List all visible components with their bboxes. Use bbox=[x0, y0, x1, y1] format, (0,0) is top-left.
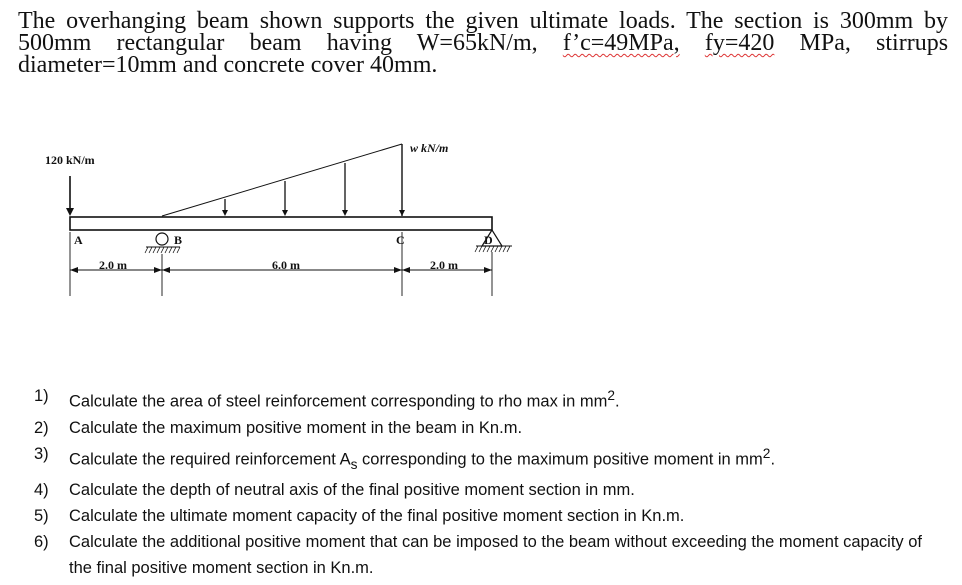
point-label-d: D bbox=[484, 233, 493, 247]
roller-support-b bbox=[156, 233, 168, 245]
point-label-c: C bbox=[396, 233, 405, 247]
question-item: 4) Calculate the depth of neutral axis of the final positive moment section in mm. bbox=[34, 481, 635, 500]
ground-hatch-b bbox=[145, 247, 180, 253]
problem-text-2: MPa, stirrups diameter=10mm and concrete cover 40mm. bbox=[18, 30, 949, 78]
beam-diagram bbox=[0, 120, 962, 320]
problem-statement bbox=[18, 10, 948, 76]
span-label-ab: 2.0 m bbox=[99, 258, 127, 272]
fy-value: fy=420 bbox=[704, 30, 775, 56]
question-item: 3) Calculate the required reinforcement $A_s$ corresponding to the maximum positive moment in $mm^2$. bbox=[34, 444, 776, 472]
point-load-label: 120 kN/m bbox=[45, 153, 95, 167]
question-item: 1) Calculate the area of steel reinforcement corresponding to rho max in $mm^2$. bbox=[34, 387, 620, 411]
question-item: 5) Calculate the ultimate moment capacity of the final positive moment section in Kn.m. bbox=[34, 507, 685, 526]
distributed-load-label: w kN/m bbox=[410, 141, 449, 155]
question-list bbox=[34, 383, 934, 581]
point-label-b: B bbox=[174, 233, 183, 247]
beam bbox=[70, 217, 492, 230]
point-label-a: A bbox=[74, 233, 83, 247]
fc-value: f’c=49MPa, bbox=[562, 30, 680, 56]
question-item: 2) Calculate the maximum positive moment in the beam in Kn.m. bbox=[34, 418, 523, 437]
problem-text-1: The overhanging beam shown supports the given ultimate loads. The section is 300mm by 500mm rectangular beam having W=65kN/m, bbox=[18, 8, 948, 56]
triangular-load-line bbox=[162, 144, 402, 216]
question-item: 6) Calculate the additional positive moment that can be imposed to the beam without exceeding the moment capacity of the final positive moment section in Kn.m. bbox=[34, 533, 922, 578]
point-load-arrowhead bbox=[66, 208, 74, 216]
span-label-cd: 2.0 m bbox=[430, 258, 458, 272]
span-label-bc: 6.0 m bbox=[272, 258, 300, 272]
